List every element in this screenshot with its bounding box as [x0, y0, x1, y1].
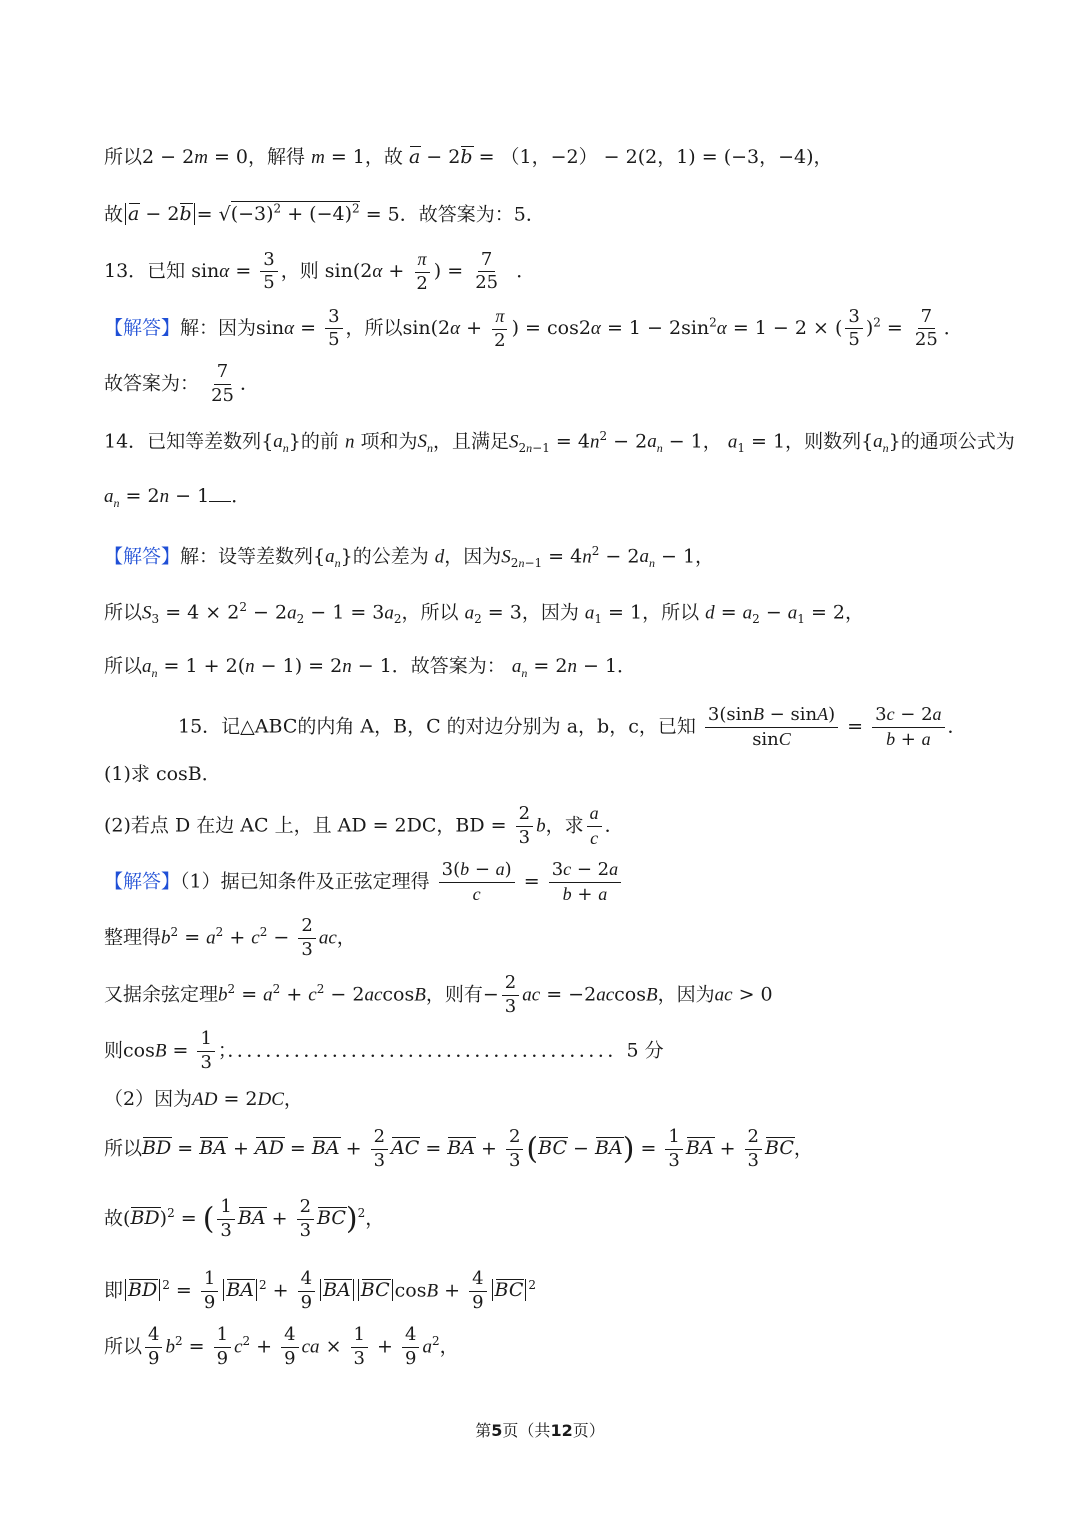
solution-14: 【解答】解：设等差数列$\{a_n\}$的公差为 d，因为$S_{2n-1} = 4n^2 - 2a_n - 1$，	[104, 544, 715, 571]
sol15-l3-text-3: ，因为	[657, 983, 715, 1006]
q15-text: 15．记△ABC的内角 A，B，C 的对边分别为 a，b，c，已知	[178, 715, 696, 738]
solution-14-line2: 所以$S_3 = 4 \times 2^2 - 2a_2 - 1 = 3a_2$，所以 $a_2 = 3$，因为 $a_1 = 1$，所以 $d = a_2 - a_1 = 2$，	[104, 600, 865, 627]
line-vector-modulus: 故 $a - 2b = √(-3)^2 + (-4)^2 = 5$．故答案为：5．	[104, 202, 545, 226]
page-number: 5	[491, 1421, 503, 1440]
sol14-l2-text: 所以	[104, 601, 143, 624]
sol14-text: 解：设等差数列	[180, 545, 314, 568]
line-vector-calc: 所以2 − 2m = 0，解得 m = 1，故 a − 2b = （1，−2） − 2(2，1) = (−3，−4)，	[104, 146, 833, 168]
solution-13: 【解答】解：因为sinα = $\frac{3}{5}$ ，所以sin(2α + $\frac{\pi}{2}$ ) = $\cos 2\alpha = 1 - 2\sin^2\alpha = 1 - 2$ × ( $\frac{3}{5}$ )$^2$ = $\frac{7}{25}$ ．	[104, 305, 963, 351]
ans13-label: 故答案为：	[104, 372, 200, 395]
answer-14-blank: $a_n = 2n - 1$ ．	[104, 485, 251, 510]
q15-part1-text: (1)求 cosB．	[104, 763, 221, 785]
solution-14-line3: 所以$a_n = 1 + 2(n - 1) = 2n - 1$．故答案为： $a_n = 2n - 1$．	[104, 655, 637, 680]
solution-tag: 【解答】	[104, 545, 181, 568]
page-total: 12	[550, 1421, 573, 1440]
footer-pre: 第	[475, 1421, 492, 1440]
solution-15-line4: 则cosB = $\frac{1}{3}$ ；．．．．．．．．．．．．．．．．．．．．．．．．．．．．．．．．．．．．．．．．．5 分	[104, 1028, 664, 1073]
sol15-l3-text-2: ，则有	[425, 983, 483, 1006]
text-gu: 故	[104, 203, 124, 226]
question-15-part2: (2)若点 D 在边 AC 上，且 AD = 2DC，BD = $\frac{2}{3}$ b，求 $\frac{a}{c}$ ．	[104, 803, 624, 848]
solution-15-line7: 故(BD)$^2$ = ( $\frac{1}{3}$ BA + $\frac{2}{3}$ BC)$^2$，	[104, 1196, 385, 1241]
sol15-l7-text: 故	[104, 1207, 124, 1230]
page-footer	[0, 1418, 1080, 1441]
solution-tag: 【解答】	[104, 316, 181, 339]
sol14-l3-text: 所以	[104, 655, 143, 677]
text-answer-5: = 5．故答案为：5．	[365, 203, 545, 226]
sol15-l2-text: 整理得	[104, 926, 162, 949]
q14-text-6: 的通项公式为	[900, 430, 1015, 453]
sol13-text: 解：因为	[180, 316, 257, 339]
solution-tag: 【解答】	[104, 870, 181, 893]
q14-text-5: 则数列	[804, 430, 862, 453]
q14-text-3: 项和为	[360, 430, 418, 453]
sol13-text-2: ，所以	[345, 316, 403, 339]
sol15-l5-text: （2）因为	[104, 1088, 193, 1110]
q14-text-4: ，且满足	[433, 430, 510, 453]
footer-mid: 页（共	[502, 1421, 551, 1440]
solution-15-line9: 所以 $\frac{4}{9}$ $b^2$ = $\frac{1}{9}$ $c^2$ + $\frac{4}{9}$ ca × $\frac{1}{3}$ + $\frac{4}{9}$ $a^2$，	[104, 1324, 459, 1369]
sol15-text: （1）据已知条件及正弦定理得	[180, 870, 430, 893]
solution-15-line2: 整理得$b^2 = a^2 + c^2$ − $\frac{2}{3}$ ac，	[104, 915, 356, 960]
sol14-text-3: ，因为	[444, 545, 502, 568]
question-14: 14．已知等差数列$\{a_n\}$的前 n 项和为$S_n$，且满足$S_{2n-1} = 4n^2 - 2a_n - 1$， $a_1 = 1$，则数列$\{a_n\}$的通项公式为	[104, 429, 1015, 456]
question-13: 13．已知 sinα = $\frac{3}{5}$ ，则 sin(2α + $\frac{\pi}{2}$ ) = $\frac{7}{25}$ ．	[104, 248, 536, 294]
answer-13: 故答案为： $\frac{7}{25}$ ．	[104, 361, 259, 406]
q14-text: 14．已知等差数列	[104, 430, 262, 453]
q13-label: 13．已知	[104, 259, 186, 282]
solution-15-line3: 又据余弦定理$b^2 = a^2 + c^2 - 2accosB$，则有− $\frac{2}{3}$ ac = −2accosB，因为ac > 0	[104, 972, 773, 1017]
q15-part2-text-2: ，求	[545, 814, 584, 837]
solution-15-part2: （2）因为AD = 2DC，	[104, 1088, 303, 1110]
q15-part2-text: (2)若点 D 在边 AC 上，且 AD = 2DC，BD =	[104, 814, 513, 837]
sol15-l8-text: 即	[104, 1279, 124, 1302]
sol15-l9-text: 所以	[104, 1335, 143, 1358]
solution-15-line6: 所以BD = BA + AD = BA + $\frac{2}{3}$ AC = BA + $\frac{2}{3}$ (BC − BA) = $\frac{1}{3}$ BA + $\frac{2}{3}$ BC，	[104, 1126, 813, 1171]
solution-15-line8: 即 BD $^2$ = $\frac{1}{9}$ BA $^2$ + $\frac{4}{9}$ BA BC cosB + $\frac{4}{9}$ BC $^2$	[104, 1268, 537, 1313]
sol15-l3-text: 又据余弦定理	[104, 983, 219, 1006]
sol14-l3-ans: 故答案为：	[410, 655, 506, 677]
sol14-text-2: 的公差为	[352, 545, 429, 568]
question-15: 15．记△ABC的内角 A，B，C 的对边分别为 a，b，c，已知 $\frac{3(\sin B - \sin A)}{\sin C}$ = $\frac{3c - 2a}{b + a}$ ．	[178, 704, 967, 750]
score-label: 5 分	[626, 1039, 664, 1062]
footer-post: 页）	[572, 1421, 605, 1440]
solution-15: 【解答】（1）据已知条件及正弦定理得 $\frac{3(b - a)}{c}$ = $\frac{3c - 2a}{b + a}$	[104, 860, 624, 905]
sol15-l6-text: 所以	[104, 1137, 143, 1160]
sol15-l4-text: 则	[104, 1039, 124, 1062]
question-15-part1	[104, 765, 221, 784]
q14-text-2: 的前	[300, 430, 339, 453]
